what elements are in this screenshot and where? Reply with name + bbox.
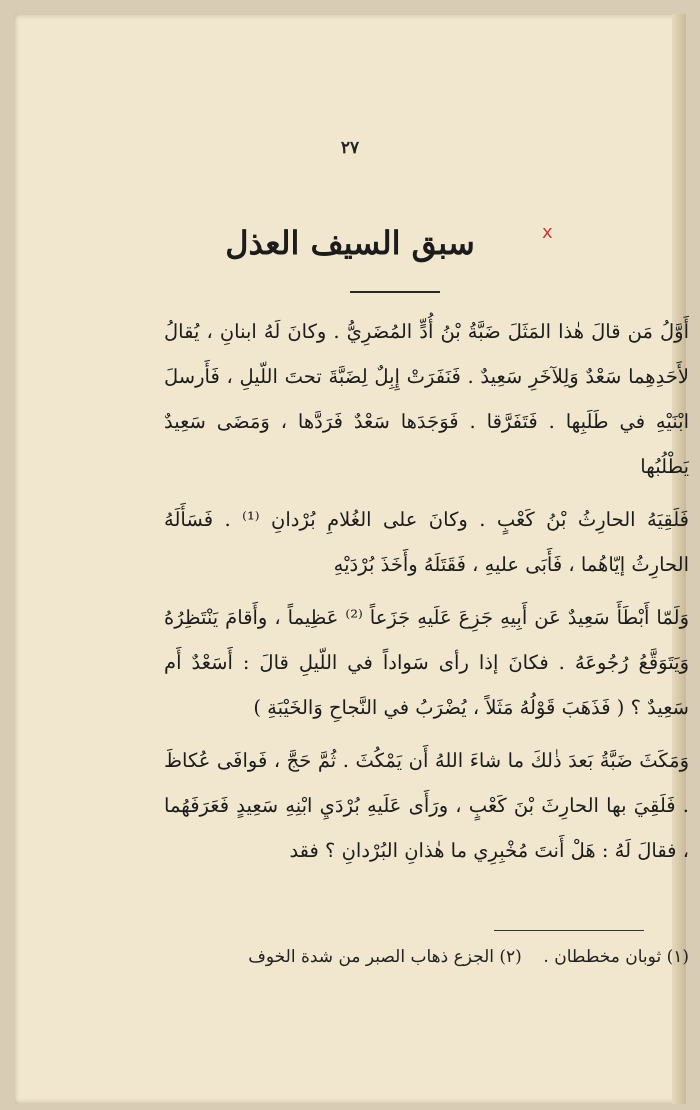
- book-page: [14, 14, 690, 1104]
- paragraph-1: أَوَّلُ مَن قالَ هٰذا المَثَلَ ضَبَّةُ بْنُ أُدٍّ المُضَرِيُّ . وكانَ لَهُ ابنانِ ، يُقالُ لأَحَدِهِما سَعْدٌ وَلِلآخَرِ سَعِيدٌ . فَنَفَرَتْ إِبِلٌ لِضَبَّةَ تحتَ اللّيلِ ، فَأَرسلَ ابْنَيْهِ في طَلَبِها . فَتَفَرَّقا . فَوَجَدَها سَعْدٌ فَرَدَّها ، وَمَضَى سَعِيدٌ يَطْلُبُها: [164, 320, 689, 478]
- paragraph-3: وَلَمّا أَبْطَأَ سَعِيدٌ عَن أَبِيهِ جَزِعَ عَلَيهِ جَزَعاً ⁽²⁾ عَظِيماً ، وأَقامَ يَنْتَظِرُهُ وَيَتَوَقَّعُ رُجُوعَهُ . فكانَ إذا رأى سَواداً في اللّيلِ قالَ : أَسَعْدٌ أَم سَعِيدٌ ؟ ( فَذَهَبَ قَوْلُهُ مَثَلاً ، يُضْرَبُ في النَّجاحِ وَالخَيْبَةِ ): [164, 606, 690, 719]
- footnote-1: (١) ثوبان مخططان .: [543, 947, 689, 967]
- paragraph-4: وَمَكَثَ ضَبَّةُ بَعدَ ذٰلكَ ما شاءَ اللهُ أَن يَمْكُثَ . ثُمَّ حَجَّ ، فَوافَى عُكاظَ . فَلَقِيَ بها الحارِثَ بْنَ كَعْبٍ ، ورَأَى عَلَيهِ بُرْدَيِ ابْنِهِ سَعِيدٍ فَعَرَفَهُما ، فقالَ لَهُ : هَلْ أَنتَ مُخْبِرِي ما هٰذانِ البُرْدانِ ؟ فقد: [164, 749, 689, 862]
- footnote-2: (٢) الجزع ذهاب الصبر من شدة الخوف: [248, 947, 522, 967]
- paragraph-2: فَلَقِيَهُ الحارِثُ بْنُ كَعْبٍ . وكانَ على الغُلامِ بُرْدانِ ⁽¹⁾ . فَسَأَلَهُ الحارِثُ إيّاهُما ، فَأَبَى عليهِ ، فَقَتَلَهُ وأَخَذَ بُرْدَيْهِ: [164, 508, 689, 576]
- footnote-divider: [494, 930, 644, 931]
- footnotes: [164, 942, 689, 972]
- margin-mark: x: [542, 222, 553, 243]
- title-underline: [350, 291, 440, 293]
- page-number: ٢٧: [340, 138, 360, 158]
- body-text: [164, 309, 689, 873]
- chapter-title: سبق السيف العذل: [225, 224, 475, 262]
